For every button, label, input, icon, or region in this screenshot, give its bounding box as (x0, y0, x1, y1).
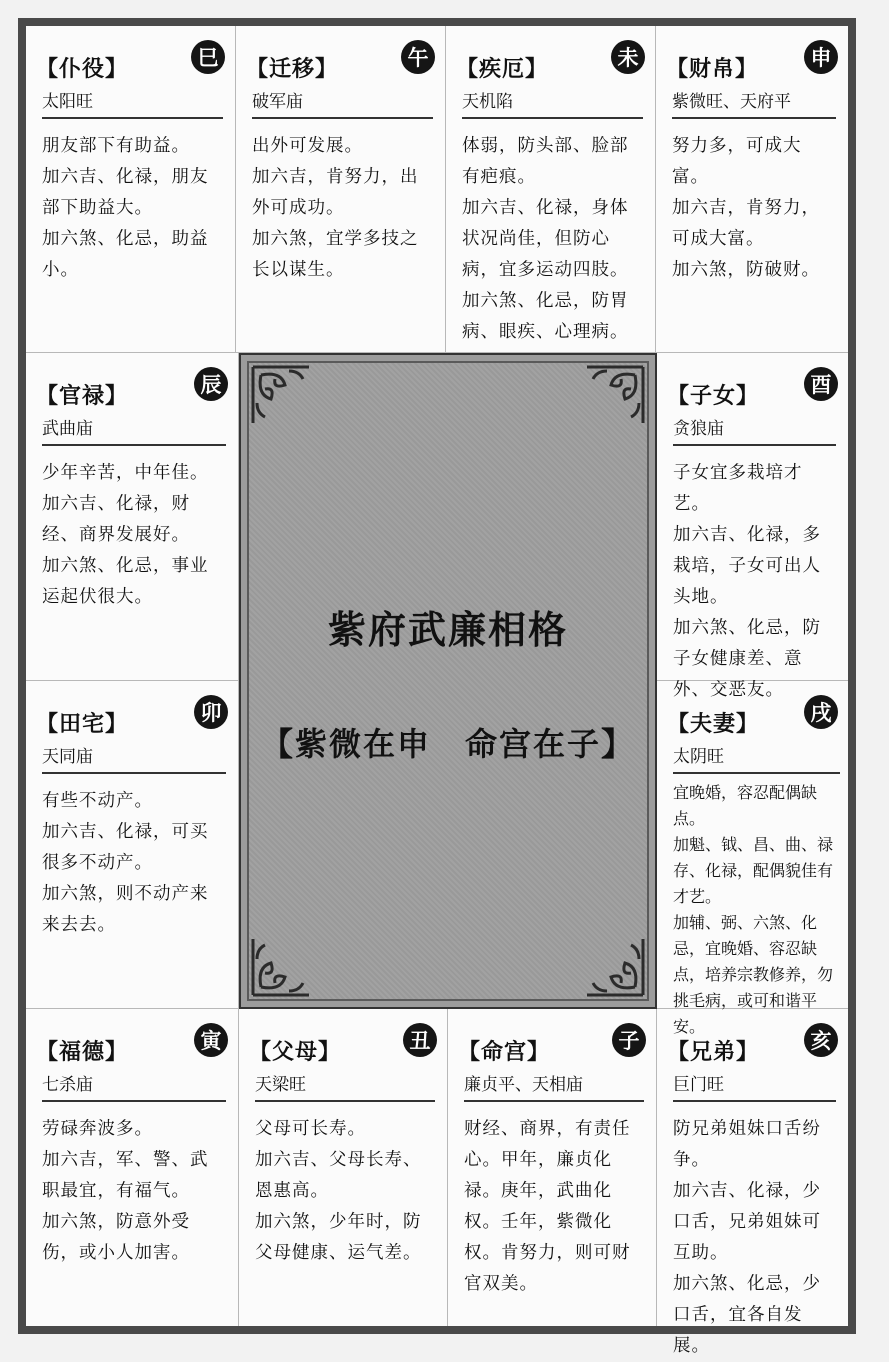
palace-guanlu (26, 353, 239, 681)
palace-text: 宜晚婚，容忍配偶缺点。 (673, 783, 818, 828)
palace-text: 加六煞、化忌，防子女健康差、意外、交恶友。 (673, 618, 821, 700)
palace-text: 子女宜多栽培才艺。 (673, 463, 803, 514)
palace-title: 【疾厄】 (456, 57, 549, 82)
ornament-top-left-icon (249, 363, 323, 437)
palace-text: 加六吉、化禄，财经、商界发展好。 (42, 494, 190, 545)
star-list: 廉贞平、天相庙 (464, 1070, 644, 1102)
branch-badge: 申 (804, 40, 838, 74)
palace-text: 加六煞、化忌，助益小。 (42, 229, 209, 280)
palace-text: 朋友部下有助益。 (42, 136, 190, 156)
star-list: 天机陷 (462, 87, 643, 119)
palace-text: 加六吉，肯努力，可成大富。 (672, 198, 820, 249)
palace-text: 加六吉，肯努力，出外可成功。 (252, 167, 419, 218)
palace-text: 加六煞，宜学多技之长以谋生。 (252, 229, 419, 280)
palace-title: 【田宅】 (36, 712, 129, 737)
chart-title: 紫府武廉相格 (327, 607, 568, 652)
palace-text: 加六吉，军、警、武职最宜，有福气。 (42, 1150, 209, 1201)
palace-text: 财经、商界，有责任心。甲年，廉贞化禄。庚年，武曲化权。壬年，紫微化权。肯努力，则可财官双美。 (464, 1119, 631, 1294)
palace-text: 加六吉、父母长寿、恩惠高。 (255, 1150, 422, 1201)
palace-text: 加六煞、化忌，防胃病、眼疾、心理病。 (462, 291, 629, 342)
palace-fude (26, 1009, 239, 1326)
branch-badge: 亥 (804, 1023, 838, 1057)
branch-badge: 午 (401, 40, 435, 74)
palace-qianyi (236, 26, 446, 353)
palace-caibo (656, 26, 848, 353)
palace-text: 体弱，防头部、脸部有疤痕。 (462, 136, 629, 187)
chart-subtitle: 【紫微在申 命宫在子】 (260, 725, 635, 763)
center-panel (239, 353, 657, 1009)
palace-text: 加六煞，防破财。 (672, 260, 820, 280)
palace-title: 【父母】 (249, 1040, 342, 1065)
palace-zinv (657, 353, 848, 700)
chart-board (18, 18, 856, 1356)
branch-badge: 子 (612, 1023, 646, 1057)
star-list: 天同庙 (42, 742, 226, 774)
star-list: 太阳旺 (42, 87, 223, 119)
palace-title: 【迁移】 (246, 57, 339, 82)
palace-title: 【夫妻】 (667, 712, 760, 737)
palace-text: 努力多，可成大富。 (672, 136, 802, 187)
palace-text: 加六吉、化禄，多栽培，子女可出人头地。 (673, 525, 821, 607)
branch-badge: 寅 (194, 1023, 228, 1057)
branch-badge: 巳 (191, 40, 225, 74)
star-list: 七杀庙 (42, 1070, 226, 1102)
palace-title: 【子女】 (667, 384, 760, 409)
palace-pugu (26, 26, 236, 353)
ornament-bottom-right-icon (573, 925, 647, 999)
star-list: 紫微旺、天府平 (672, 87, 836, 119)
palace-text: 父母可长寿。 (255, 1119, 366, 1139)
star-list: 天梁旺 (255, 1070, 435, 1102)
branch-badge: 酉 (804, 367, 838, 401)
palace-tianzhai (26, 681, 239, 1009)
palace-text: 加六煞、化忌，少口舌，宜各自发展。 (673, 1274, 821, 1356)
branch-badge: 卯 (194, 695, 228, 729)
palace-text: 劳碌奔波多。 (42, 1119, 153, 1139)
center-inner-frame (247, 361, 649, 1001)
star-list: 贪狼庙 (673, 414, 836, 446)
palace-text: 加六吉、化禄，可买很多不动产。 (42, 822, 209, 873)
palace-text: 加辅、弼、六煞、化忌，宜晚婚、容忍缺点，培养宗教修养，勿挑毛病，或可和谐平安。 (673, 913, 834, 1036)
palace-title: 【仆役】 (36, 57, 129, 82)
palace-text: 加六煞，少年时，防父母健康、运气差。 (255, 1212, 422, 1263)
palace-minggong (448, 1009, 657, 1326)
palace-text: 少年辛苦，中年佳。 (42, 463, 209, 483)
palace-title: 【命宫】 (458, 1040, 551, 1065)
palace-xiongdi (657, 1009, 848, 1356)
palace-title: 【官禄】 (36, 384, 129, 409)
palace-jie (446, 26, 656, 353)
palace-text: 加六吉、化禄，身体状况尚佳，但防心病，宜多运动四肢。 (462, 198, 629, 280)
ornament-top-right-icon (573, 363, 647, 437)
palace-text: 加六煞，防意外受伤，或小人加害。 (42, 1212, 190, 1263)
branch-badge: 戌 (804, 695, 838, 729)
star-list: 武曲庙 (42, 414, 226, 446)
star-list: 巨门旺 (673, 1070, 836, 1102)
palace-text: 加魁、钺、昌、曲、禄存、化禄，配偶貌佳有才艺。 (673, 835, 834, 906)
palace-text: 加六吉、化禄，少口舌，兄弟姐妹可互助。 (673, 1181, 821, 1263)
palace-title: 【兄弟】 (667, 1040, 760, 1065)
palace-text: 出外可发展。 (252, 136, 363, 156)
palace-fumu (239, 1009, 448, 1326)
palace-text: 加六煞、化忌，事业运起伏很大。 (42, 556, 209, 607)
palace-text: 加六煞，则不动产来来去去。 (42, 884, 209, 935)
palace-text: 加六吉、化禄，朋友部下助益大。 (42, 167, 209, 218)
palace-title: 【福德】 (36, 1040, 129, 1065)
ornament-bottom-left-icon (249, 925, 323, 999)
palace-fuqi (657, 681, 848, 1036)
star-list: 破军庙 (252, 87, 433, 119)
palace-title: 【财帛】 (666, 57, 759, 82)
palace-text: 防兄弟姐妹口舌纷争。 (673, 1119, 821, 1170)
palace-text: 有些不动产。 (42, 791, 153, 811)
branch-badge: 未 (611, 40, 645, 74)
star-list: 太阴旺 (673, 742, 840, 774)
branch-badge: 辰 (194, 367, 228, 401)
branch-badge: 丑 (403, 1023, 437, 1057)
